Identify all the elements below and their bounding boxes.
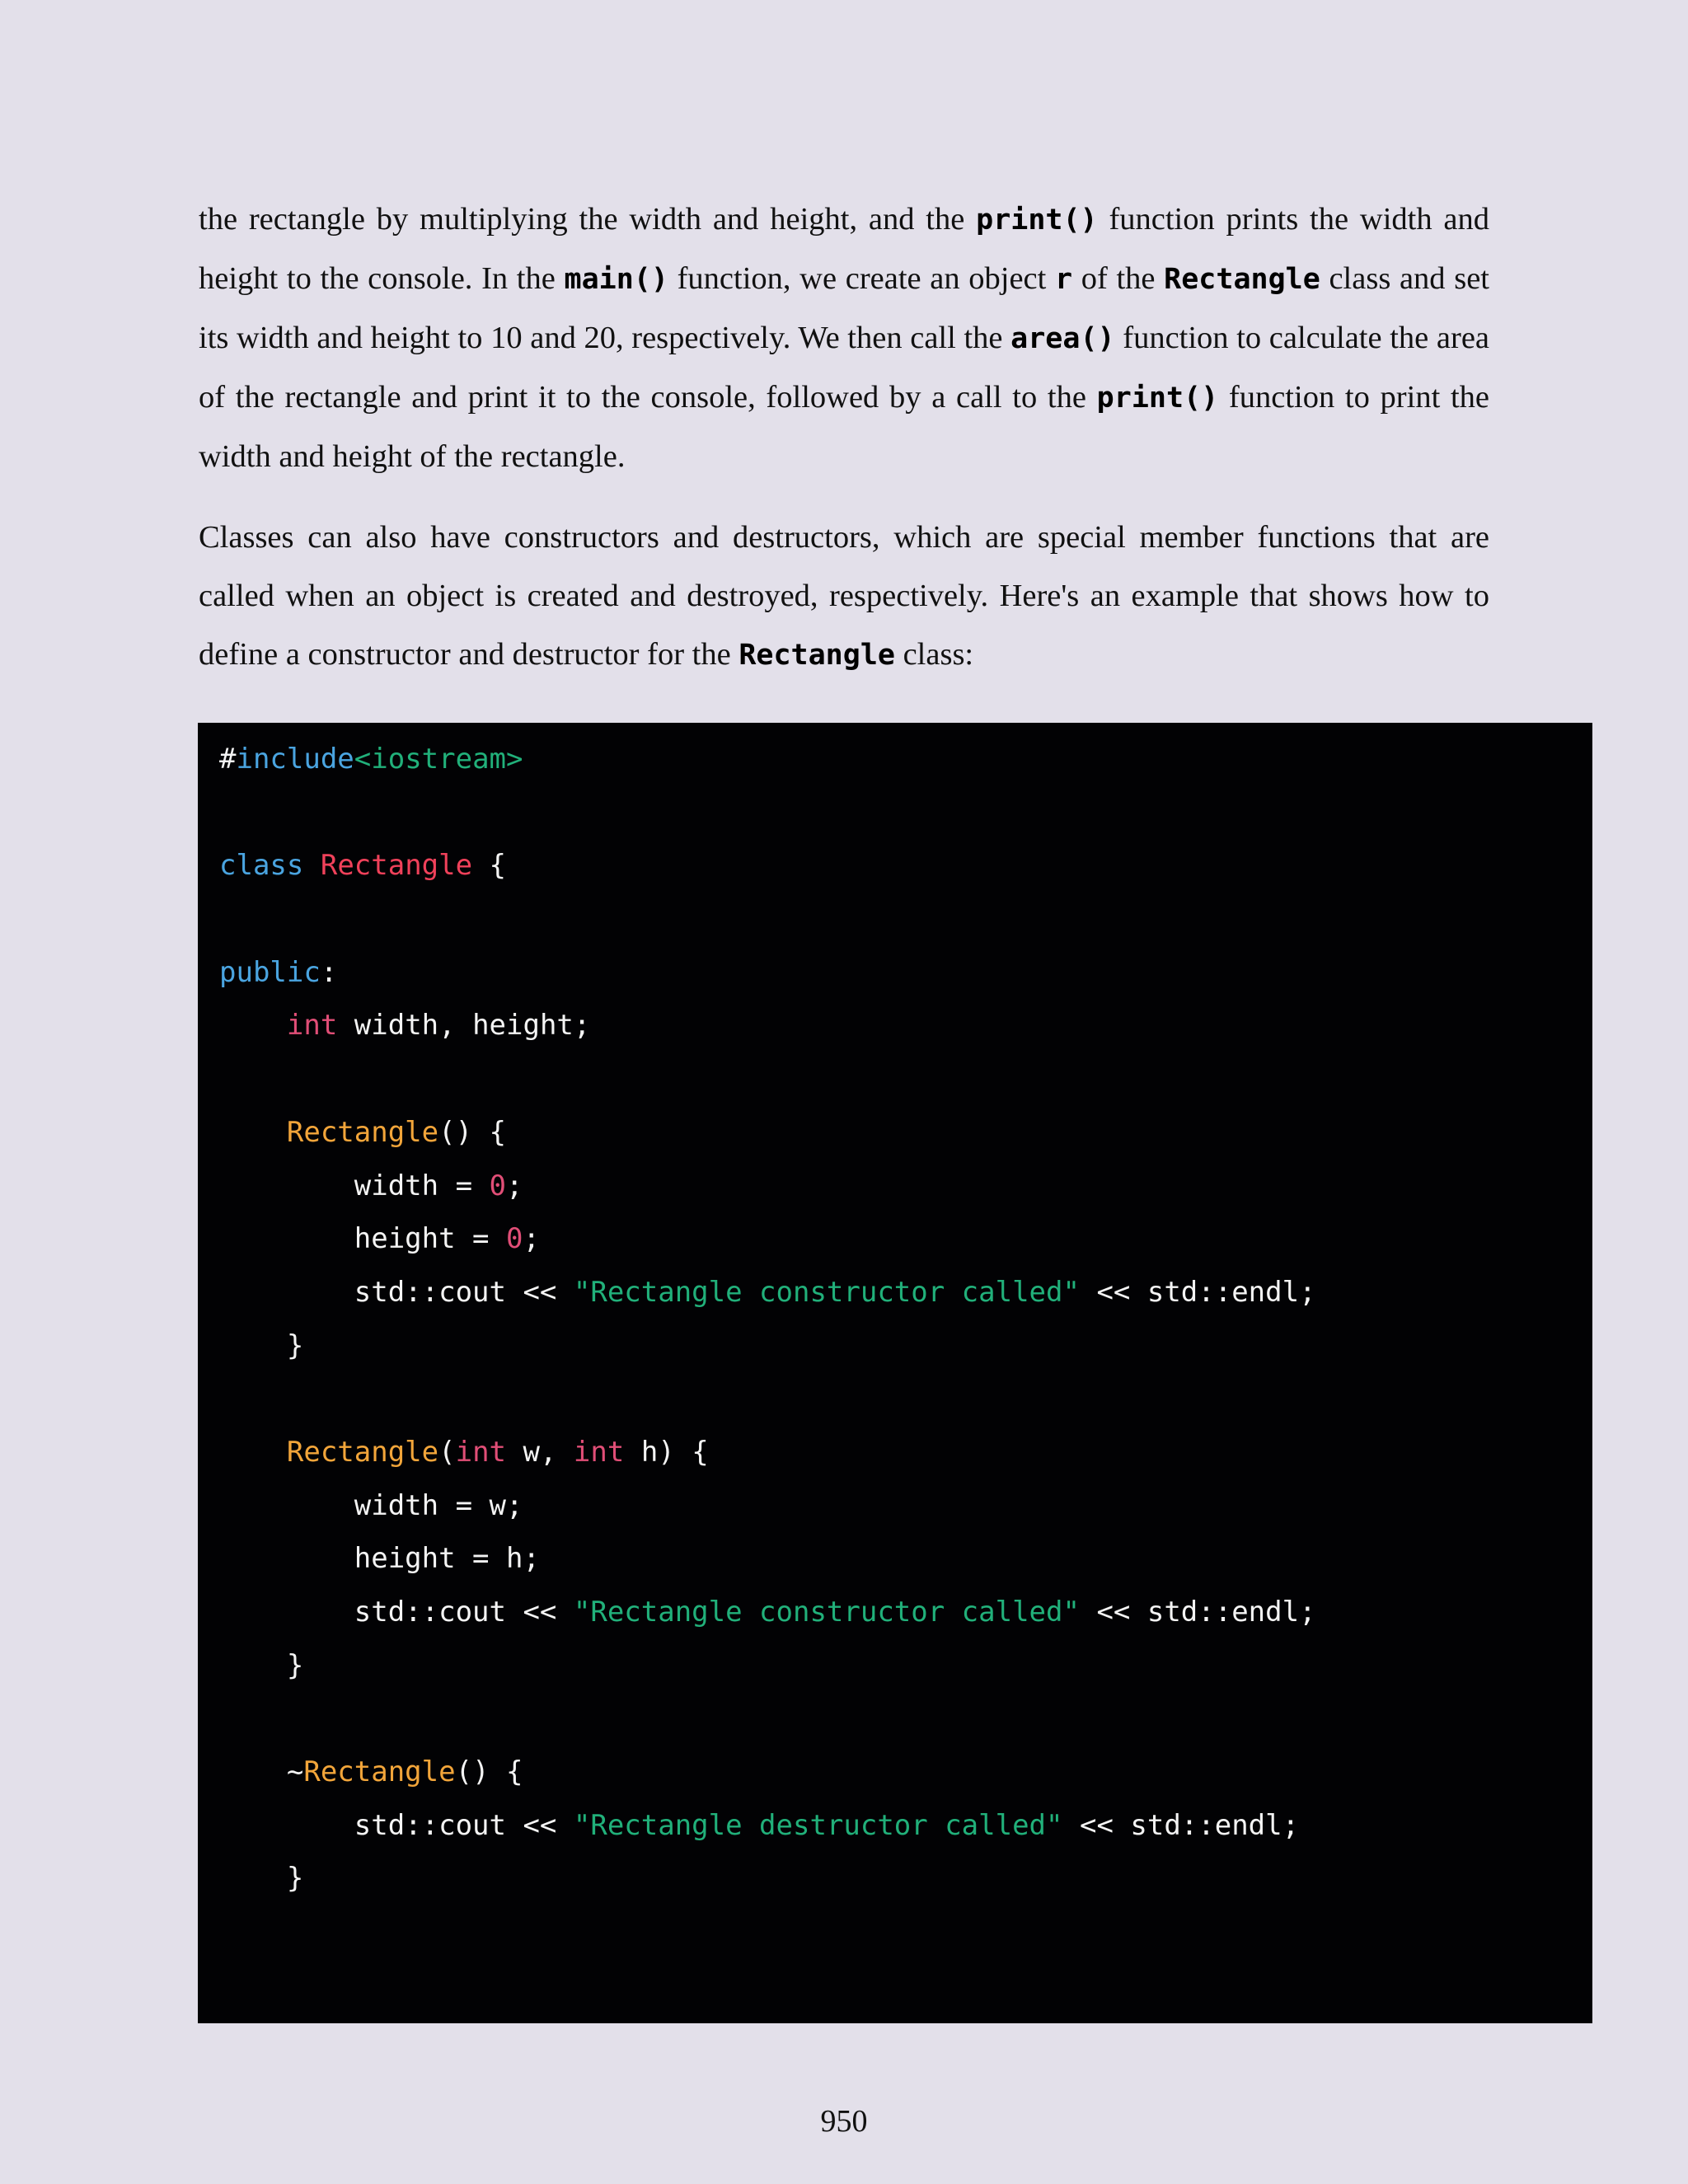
code-token: () {: [455, 1755, 523, 1789]
inline-code: main(): [564, 263, 668, 296]
code-line: [219, 1160, 1592, 1213]
code-line: [219, 1106, 1592, 1160]
code-token: << std::endl;: [1079, 1275, 1316, 1309]
code-token: width = w;: [219, 1488, 523, 1522]
code-token: ;: [506, 1169, 523, 1202]
code-token: (: [438, 1435, 456, 1469]
paragraph-text: class and set its width and height to 10 and 20, respectively. We then call the: [199, 261, 1489, 355]
inline-code: print(): [1096, 382, 1219, 415]
code-line: [219, 1692, 1592, 1746]
inline-code: area(): [1010, 322, 1115, 355]
code-line: [219, 1746, 1592, 1799]
code-token: 0: [506, 1222, 523, 1256]
code-token: "Rectangle constructor called": [573, 1596, 1080, 1629]
code-line: [219, 733, 1592, 786]
code-token: 0: [489, 1169, 506, 1202]
code-token: "Rectangle destructor called": [573, 1808, 1063, 1842]
code-token: }: [219, 1648, 304, 1682]
code-line: [219, 1586, 1592, 1639]
body-paragraph: [199, 190, 1489, 486]
code-token: <iostream>: [354, 743, 523, 776]
code-token: :: [320, 955, 338, 989]
code-token: class: [219, 849, 304, 883]
code-line: [219, 999, 1592, 1052]
code-token: std::cout <<: [219, 1596, 574, 1629]
code-token: w,: [506, 1435, 574, 1469]
code-line: [219, 839, 1592, 893]
code-token: height =: [219, 1222, 506, 1256]
paragraph-text: function to calculate the area of the rectangle and print it to the console, followed by a call to the: [199, 321, 1489, 415]
code-line: [219, 1212, 1592, 1266]
paragraph-text: function, we create an object: [668, 261, 1055, 296]
code-line: [219, 1532, 1592, 1586]
code-token: h) {: [624, 1435, 709, 1469]
code-token: width =: [219, 1169, 490, 1202]
code-token: [219, 1436, 287, 1469]
body-paragraph: [199, 509, 1489, 685]
code-token: {: [472, 849, 507, 883]
code-token: }: [219, 1862, 304, 1896]
paragraph-text: function to print the width and height of the rectangle.: [199, 380, 1490, 474]
code-token: std::cout <<: [219, 1275, 574, 1309]
code-token: "Rectangle constructor called": [573, 1275, 1080, 1309]
code-line: [219, 786, 1592, 840]
code-token: Rectangle: [286, 1435, 439, 1469]
code-token: Rectangle: [286, 1115, 439, 1149]
code-token: Rectangle: [320, 849, 473, 883]
code-token: [219, 1116, 287, 1149]
code-token: }: [219, 1329, 304, 1362]
code-token: std::cout <<: [219, 1808, 574, 1842]
code-line: [219, 1426, 1592, 1479]
code-token: int: [286, 1009, 338, 1043]
paragraph-text: class:: [894, 637, 974, 672]
paragraph-text: function prints the width and height to the console. In the: [199, 202, 1489, 296]
code-line: [219, 1799, 1592, 1853]
code-line: [219, 1479, 1592, 1533]
code-token: << std::endl;: [1079, 1596, 1316, 1629]
code-line: [219, 1372, 1592, 1426]
inline-code: Rectangle: [1164, 263, 1320, 296]
code-line: [219, 946, 1592, 1000]
code-token: ;: [523, 1222, 540, 1256]
code-token: include: [236, 743, 354, 776]
code-token: () {: [438, 1115, 507, 1149]
code-line: [219, 1052, 1592, 1106]
page-number: 950: [820, 2104, 868, 2139]
code-token: #: [219, 743, 237, 776]
inline-code: Rectangle: [738, 639, 895, 672]
code-line: [219, 1266, 1592, 1319]
code-token: [219, 1009, 287, 1042]
code-token: ~: [219, 1755, 304, 1789]
code-line: [219, 1639, 1592, 1693]
code-token: int: [455, 1435, 507, 1469]
code-token: height = h;: [219, 1542, 540, 1576]
paragraph-text: of the: [1072, 261, 1165, 296]
paragraph-text: Classes can also have constructors and destructors, which are special member functions that are called when an object is created and destroyed, respectively. Here's an example that shows how to define a constructor and destructor for the: [199, 520, 1489, 672]
code-line: [219, 1852, 1592, 1905]
inline-code: print(): [976, 204, 1098, 237]
inline-code: r: [1054, 263, 1073, 296]
paragraph-text: the rectangle by multiplying the width and height, and the: [199, 202, 977, 237]
code-token: public: [219, 955, 321, 989]
code-block: [198, 723, 1592, 2023]
code-token: [303, 849, 320, 882]
code-line: [219, 893, 1592, 946]
code-token: << std::endl;: [1062, 1808, 1300, 1842]
code-token: int: [573, 1435, 625, 1469]
code-token: width, height;: [337, 1009, 591, 1043]
code-token: Rectangle: [303, 1755, 456, 1789]
code-line: [219, 1319, 1592, 1373]
